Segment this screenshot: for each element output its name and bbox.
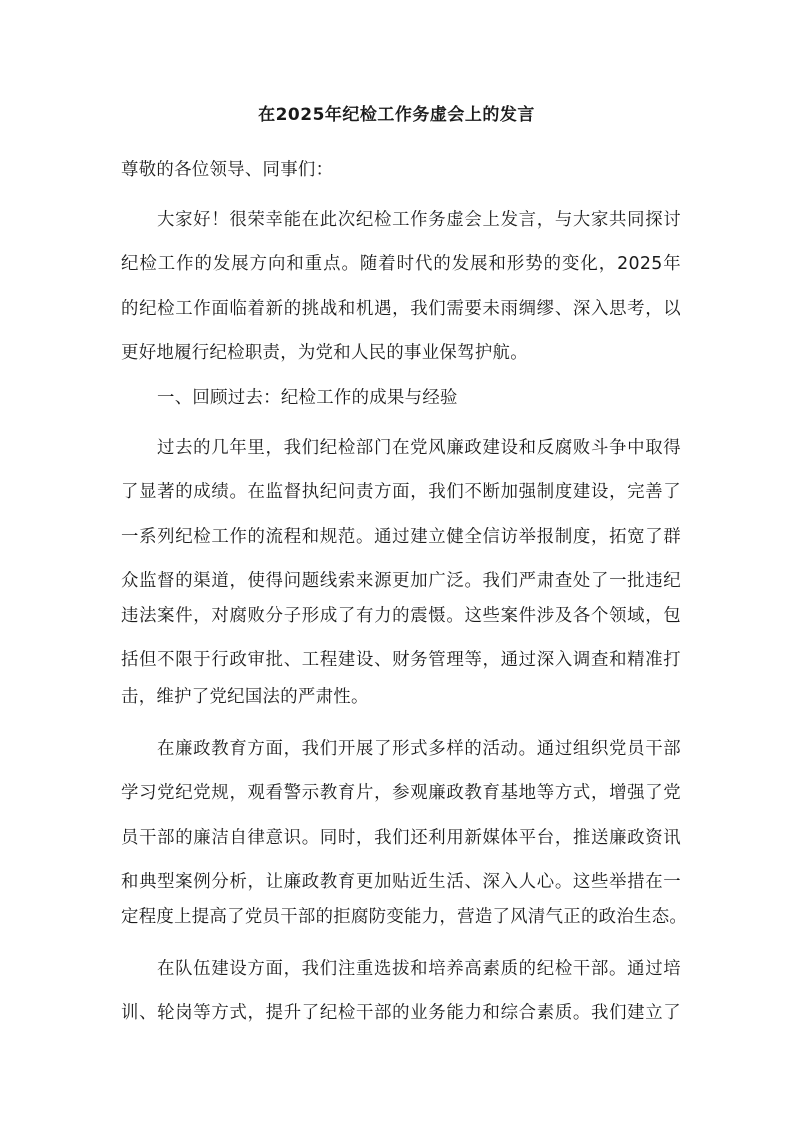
paragraph-line: 员干部的廉洁自律意识。同时，我们还利用新媒体平台，推送廉政资讯 [121,828,681,848]
paragraph-line: 纪检工作的发展方向和重点。随着时代的发展和形势的变化，2025年 [121,254,681,274]
paragraph-line: 定程度上提高了党员干部的拒腐防变能力，营造了风清气正的政治生态。 [121,907,688,927]
paragraph-line: 更好地履行纪检职责，为党和人民的事业保驾护航。 [121,343,528,363]
salutation: 尊敬的各位领导、同事们： [121,160,334,180]
paragraph-line: 在队伍建设方面，我们注重选拔和培养高素质的纪检干部。通过培 [157,959,681,979]
paragraph-line: 学习党纪党规，观看警示教育片，参观廉政教育基地等方式，增强了党 [121,783,681,803]
paragraph-line: 大家好！很荣幸能在此次纪检工作务虚会上发言，与大家共同探讨 [157,210,681,230]
document-title: 在2025年纪检工作务虚会上的发言 [258,105,535,125]
paragraph-line: 违法案件，对腐败分子形成了有力的震慑。这些案件涉及各个领域，包 [121,606,681,626]
paragraph-line: 和典型案例分析，让廉政教育更加贴近生活、深入人心。这些举措在一 [121,872,681,892]
paragraph-line: 了显著的成绩。在监督执纪问责方面，我们不断加强制度建设，完善了 [121,482,681,502]
paragraph-line: 击，维护了党纪国法的严肃性。 [121,687,369,707]
paragraph-line: 在廉政教育方面，我们开展了形式多样的活动。通过组织党员干部 [157,739,681,759]
paragraph-line: 的纪检工作面临着新的挑战和机遇，我们需要未雨绸缪、深入思考，以 [121,299,681,319]
paragraph-line: 训、轮岗等方式，提升了纪检干部的业务能力和综合素质。我们建立了 [121,1003,681,1023]
paragraph-line: 过去的几年里，我们纪检部门在党风廉政建设和反腐败斗争中取得 [157,438,681,458]
paragraph-line: 众监督的渠道，使得问题线索来源更加广泛。我们严肃查处了一批违纪 [121,571,681,591]
paragraph-line: 一系列纪检工作的流程和规范。通过建立健全信访举报制度，拓宽了群 [121,527,681,547]
section-heading: 一、回顾过去：纪检工作的成果与经验 [157,388,458,408]
paragraph-line: 括但不限于行政审批、工程建设、财务管理等，通过深入调查和精准打 [121,650,681,670]
